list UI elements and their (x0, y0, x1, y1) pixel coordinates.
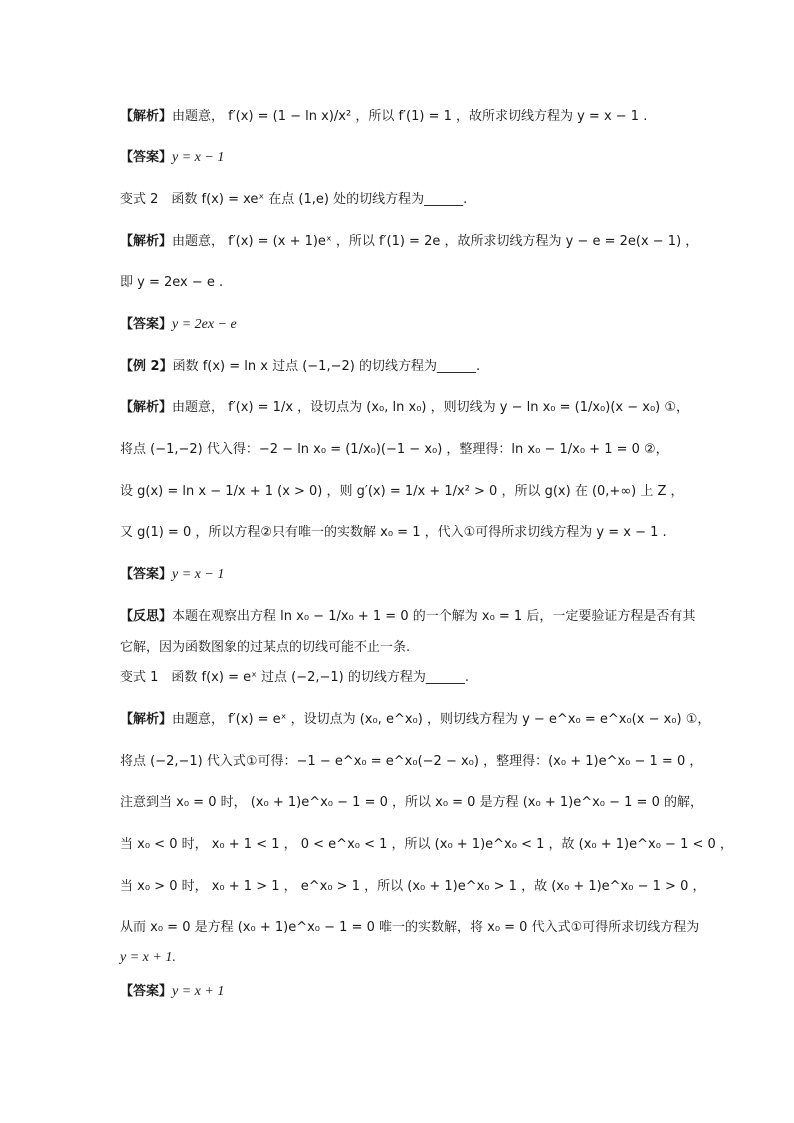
text-line (120, 752, 734, 772)
line-text: 当 x₀ > 0 时， x₀ + 1 > 1 ， e^x₀ > 1 ，所以 (x₀ + 1)e^x₀ > 1 ，故 (x₀ + 1)e^x₀ − 1 > 0 ， (120, 879, 706, 894)
text-line (120, 398, 734, 418)
line-text: 注意到当 x₀ = 0 时， (x₀ + 1)e^x₀ − 1 = 0 ，所以 x₀ = 0 是方程 (x₀ + 1)e^x₀ − 1 = 0 的解， (120, 795, 703, 810)
line-text: 将点 (−2,−1) 代入式①可得：−1 − e^x₀ = e^x₀(−2 − x₀) ，整理得：(x₀ + 1)e^x₀ − 1 = 0 ， (120, 754, 703, 769)
line-text: 函数 f(x) = ln x 过点 (−1,−2) 的切线方程为______. (172, 359, 481, 374)
section-label: 【答案】 (120, 984, 173, 999)
text-line (120, 440, 734, 460)
text-line (120, 918, 734, 938)
section-label: 【解析】 (120, 712, 173, 727)
text-line (120, 523, 734, 543)
text-line (120, 357, 734, 377)
line-text: 即 y = 2ex − e . (120, 275, 224, 290)
section-label: 【解析】 (120, 234, 173, 249)
line-text: 本题在观察出方程 ln x₀ − 1/x₀ + 1 = 0 的一个解为 x₀ = 1 后，一定要验证方程是否有其 (172, 609, 696, 624)
section-label: 【答案】 (120, 317, 173, 332)
line-text: 由题意， f′(x) = eˣ ，设切点为 (x₀, e^x₀) ，则切线方程为 y − e^x₀ = e^x₀(x − x₀) ①， (172, 712, 711, 727)
line-text: y = 2ex − e (172, 317, 237, 332)
text-line (120, 148, 734, 168)
section-label: 【答案】 (120, 150, 173, 165)
text-line (120, 565, 734, 585)
text-line (120, 668, 734, 688)
section-label: 【解析】 (120, 400, 173, 415)
text-line (120, 607, 734, 627)
text-line (120, 273, 734, 293)
text-line (120, 793, 734, 813)
line-text: y = x + 1 (172, 984, 225, 999)
text-line (120, 107, 734, 127)
line-text: y = x − 1 (172, 150, 225, 165)
line-text: 由题意， f′(x) = (x + 1)eˣ ，所以 f′(1) = 2e ，故所求切线方程为 y − e = 2e(x − 1) ， (172, 234, 699, 249)
line-text: 当 x₀ < 0 时， x₀ + 1 < 1 ， 0 < e^x₀ < 1 ，所以 (x₀ + 1)e^x₀ < 1 ，故 (x₀ + 1)e^x₀ − 1 < 0 ， (120, 837, 733, 852)
line-text: 从而 x₀ = 0 是方程 (x₀ + 1)e^x₀ − 1 = 0 唯一的实数解，将 x₀ = 0 代入式①可得所求切线方程为 (120, 920, 700, 935)
line-text: 由题意， f′(x) = (1 − ln x)/x² ，所以 f′(1) = 1 ，故所求切线方程为 y = x − 1 . (172, 109, 648, 124)
line-text: 变式 1 函数 f(x) = eˣ 过点 (−2,−1) 的切线方程为______. (120, 670, 470, 685)
text-line (120, 638, 734, 658)
line-text: 将点 (−1,−2) 代入得：−2 − ln x₀ = (1/x₀)(−1 − x₀) ，整理得：ln x₀ − 1/x₀ + 1 = 0 ②， (120, 442, 669, 457)
line-text: 设 g(x) = ln x − 1/x + 1 (x > 0) ，则 g′(x) = 1/x + 1/x² > 0 ，所以 g(x) 在 (0,+∞) 上 Z ， (120, 484, 684, 499)
section-label: 【解析】 (120, 109, 173, 124)
section-label: 【答案】 (120, 567, 173, 582)
section-label: 【例 2】 (120, 359, 173, 374)
line-text: y = x + 1. (120, 950, 176, 965)
text-line (120, 482, 734, 502)
line-text: 它解，因为函数图象的过某点的切线可能不止一条. (120, 640, 411, 655)
text-line (120, 948, 734, 968)
text-line (120, 982, 734, 1002)
line-text: 变式 2 函数 f(x) = xeˣ 在点 (1,e) 处的切线方程为______. (120, 192, 468, 207)
line-text: y = x − 1 (172, 567, 225, 582)
text-line (120, 315, 734, 335)
text-line (120, 190, 734, 210)
text-line (120, 877, 734, 897)
section-label: 【反思】 (120, 609, 173, 624)
text-line (120, 835, 734, 855)
line-text: 又 g(1) = 0 ，所以方程②只有唯一的实数解 x₀ = 1 ，代入①可得所求切线方程为 y = x − 1 . (120, 525, 667, 540)
text-line (120, 232, 734, 252)
line-text: 由题意， f′(x) = 1/x ，设切点为 (x₀, ln x₀) ，则切线为 y − ln x₀ = (1/x₀)(x − x₀) ①， (172, 400, 690, 415)
text-line (120, 710, 734, 730)
